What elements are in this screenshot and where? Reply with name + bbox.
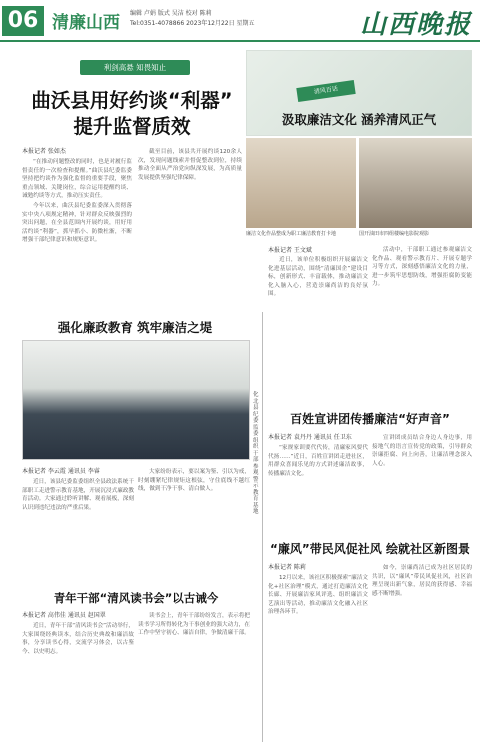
article1-body-col1: “在推动问题整改的同时，也是对履行监督责任的一次检查和提醒。”曲沃县纪委监委坚持把约谈作为强化监督的重要手段，聚焦重点领域、关键岗位，综合运用提醒约谈、诫勉约谈等方式，推动压实责任。 今年以来，曲沃县纪委监委深入贯彻落实中央八项规定精神，针对群众反映强烈的突出问题，在全县范围内开展约谈，用好用活约谈“利器”，抓早抓小、防微杜渐，不断增强干部纪律意识和规矩意识。: [22, 159, 132, 244]
section-tag: 利剑高悬 知畏知止: [80, 60, 190, 75]
article-right-byline: 本报记者 王文斌: [268, 247, 312, 254]
article3-body-col2: 宣讲团成员结合身边人身边事，用接地气的语言宣传党的政策，引导群众崇廉拒腐、向上向善，让廉洁理念深入人心。: [372, 435, 472, 467]
article2-headline: 强化廉政教育 筑牢廉洁之堤: [57, 320, 213, 335]
headline-line2: 提升监督质效: [73, 115, 191, 138]
article2-body-col2: 大家纷纷表示，要以案为鉴、引以为戒，时刻绷紧纪律规矩这根弦，守住底线不越红线，做到干净干事、清白做人。: [138, 469, 250, 493]
article5-headline: “廉风”带民风促社风 绘就社区新图景: [270, 542, 470, 556]
article5-body-col1: 12月以来，该社区积极探索“廉洁文化+社区治理”模式，通过打造廉洁文化长廊、开展廉洁家风评选、组织廉洁文艺演出等活动，推动廉洁文化融入社区治理各环节。: [268, 575, 368, 616]
caption-right: 国开油田市四组楼编电影院观影: [359, 231, 430, 237]
article5-body-col2: 如今，崇廉尚洁已成为社区居民的共识，以“廉风”带民风促社风，社区治理呈现出新气象，居民的获得感、幸福感不断增强。: [372, 565, 472, 597]
article1-byline: 本报记者 张如杰: [22, 148, 66, 155]
article4-headline: 青年干部“清风读书会”以古诫今: [53, 591, 219, 605]
article1-headline: [22, 88, 242, 140]
article1-body-col2: 截至目前，该县共开展约谈120余人次，发现问题线索并督促整改到位，持续推动全面从严治党向纵深发展，为高质量发展提供坚强纪律保障。: [138, 149, 242, 181]
article4-body-col2: 读书会上，青年干部纷纷发言，表示将把读书学习所得转化为干事创业的强大动力，在工作中坚守初心、廉洁自律，争做清廉干部。: [138, 613, 250, 637]
masthead-date: Tel:0351-4078866 2023年12月22日 星期五: [130, 20, 255, 27]
article3-byline: 本报记者 袁丹丹 通讯员 任卫东: [268, 434, 352, 441]
article-right-headline: 汲取廉洁文化 涵养清风正气: [281, 112, 437, 127]
article4-body-col1: 近日，青年干部“清风读书会”活动举行，大家围绕经典读本，结合历史典故和廉洁故事，分享读书心得，交流学习体会，以古鉴今、以史明志。: [22, 623, 134, 655]
article3-body-col1: “家规家训要代代传，清廉家风要代代扬……”近日，百姓宣讲团走进社区，用群众喜闻乐见的方式讲述廉洁故事，传播廉洁文化。: [268, 445, 368, 477]
article5-byline: 本报记者 陈莉: [268, 564, 306, 571]
masthead-editors: 编辑 卢娟 版式 吴洁 校对 陈莉: [130, 10, 212, 17]
column-divider: [262, 312, 263, 742]
photo-exhibit-wall: [246, 138, 356, 228]
page-number: 06: [2, 6, 44, 36]
newspaper-logo: 山西晚报: [359, 10, 472, 40]
masthead-info: [130, 9, 290, 29]
article2-body-col1: 近日，该县纪委监委组织全县政法系统干部职工走进警示教育基地，开展沉浸式廉政教育活动。大家通过聆听讲解、观看展板，深刻认识到违纪违法的严重后果。: [22, 479, 134, 511]
headline-line1: 曲沃县用好约谈“利器”: [31, 89, 233, 112]
column-badge: 清风百话: [296, 80, 355, 102]
article-right-body-col1: 近日，该单位积极组织开展廉洁文化进基层活动，围绕“清廉国企”建设目标，创新形式、丰富载体，推动廉洁文化入脑入心，营造崇廉尚洁的良好氛围。: [268, 257, 368, 298]
section-name: 清廉山西: [52, 13, 120, 33]
caption-left: 廉洁文化作品整成为职工廉洁教育打卡地: [246, 231, 337, 237]
article2-vertical-caption: 化北县纪委监委组织干部参观警示教育基地: [253, 392, 259, 515]
article-right-body-col2: 活动中，干部职工通过参观廉洁文化作品、观看警示教育片、开展专题学习等方式，深刻感悟廉洁文化的力量，进一步筑牢思想防线，增强拒腐防变能力。: [372, 247, 472, 288]
article4-byline: 本报记者 高伟佳 通讯员 赵国翠: [22, 612, 106, 619]
article3-headline: 百姓宣讲团传播廉洁“好声音”: [290, 412, 450, 426]
masthead: [0, 0, 480, 42]
photo-police-visit: [22, 340, 250, 460]
article2-byline: 本报记者 李云霞 通讯员 李睿: [22, 468, 100, 475]
photo-cinema: [359, 138, 472, 228]
